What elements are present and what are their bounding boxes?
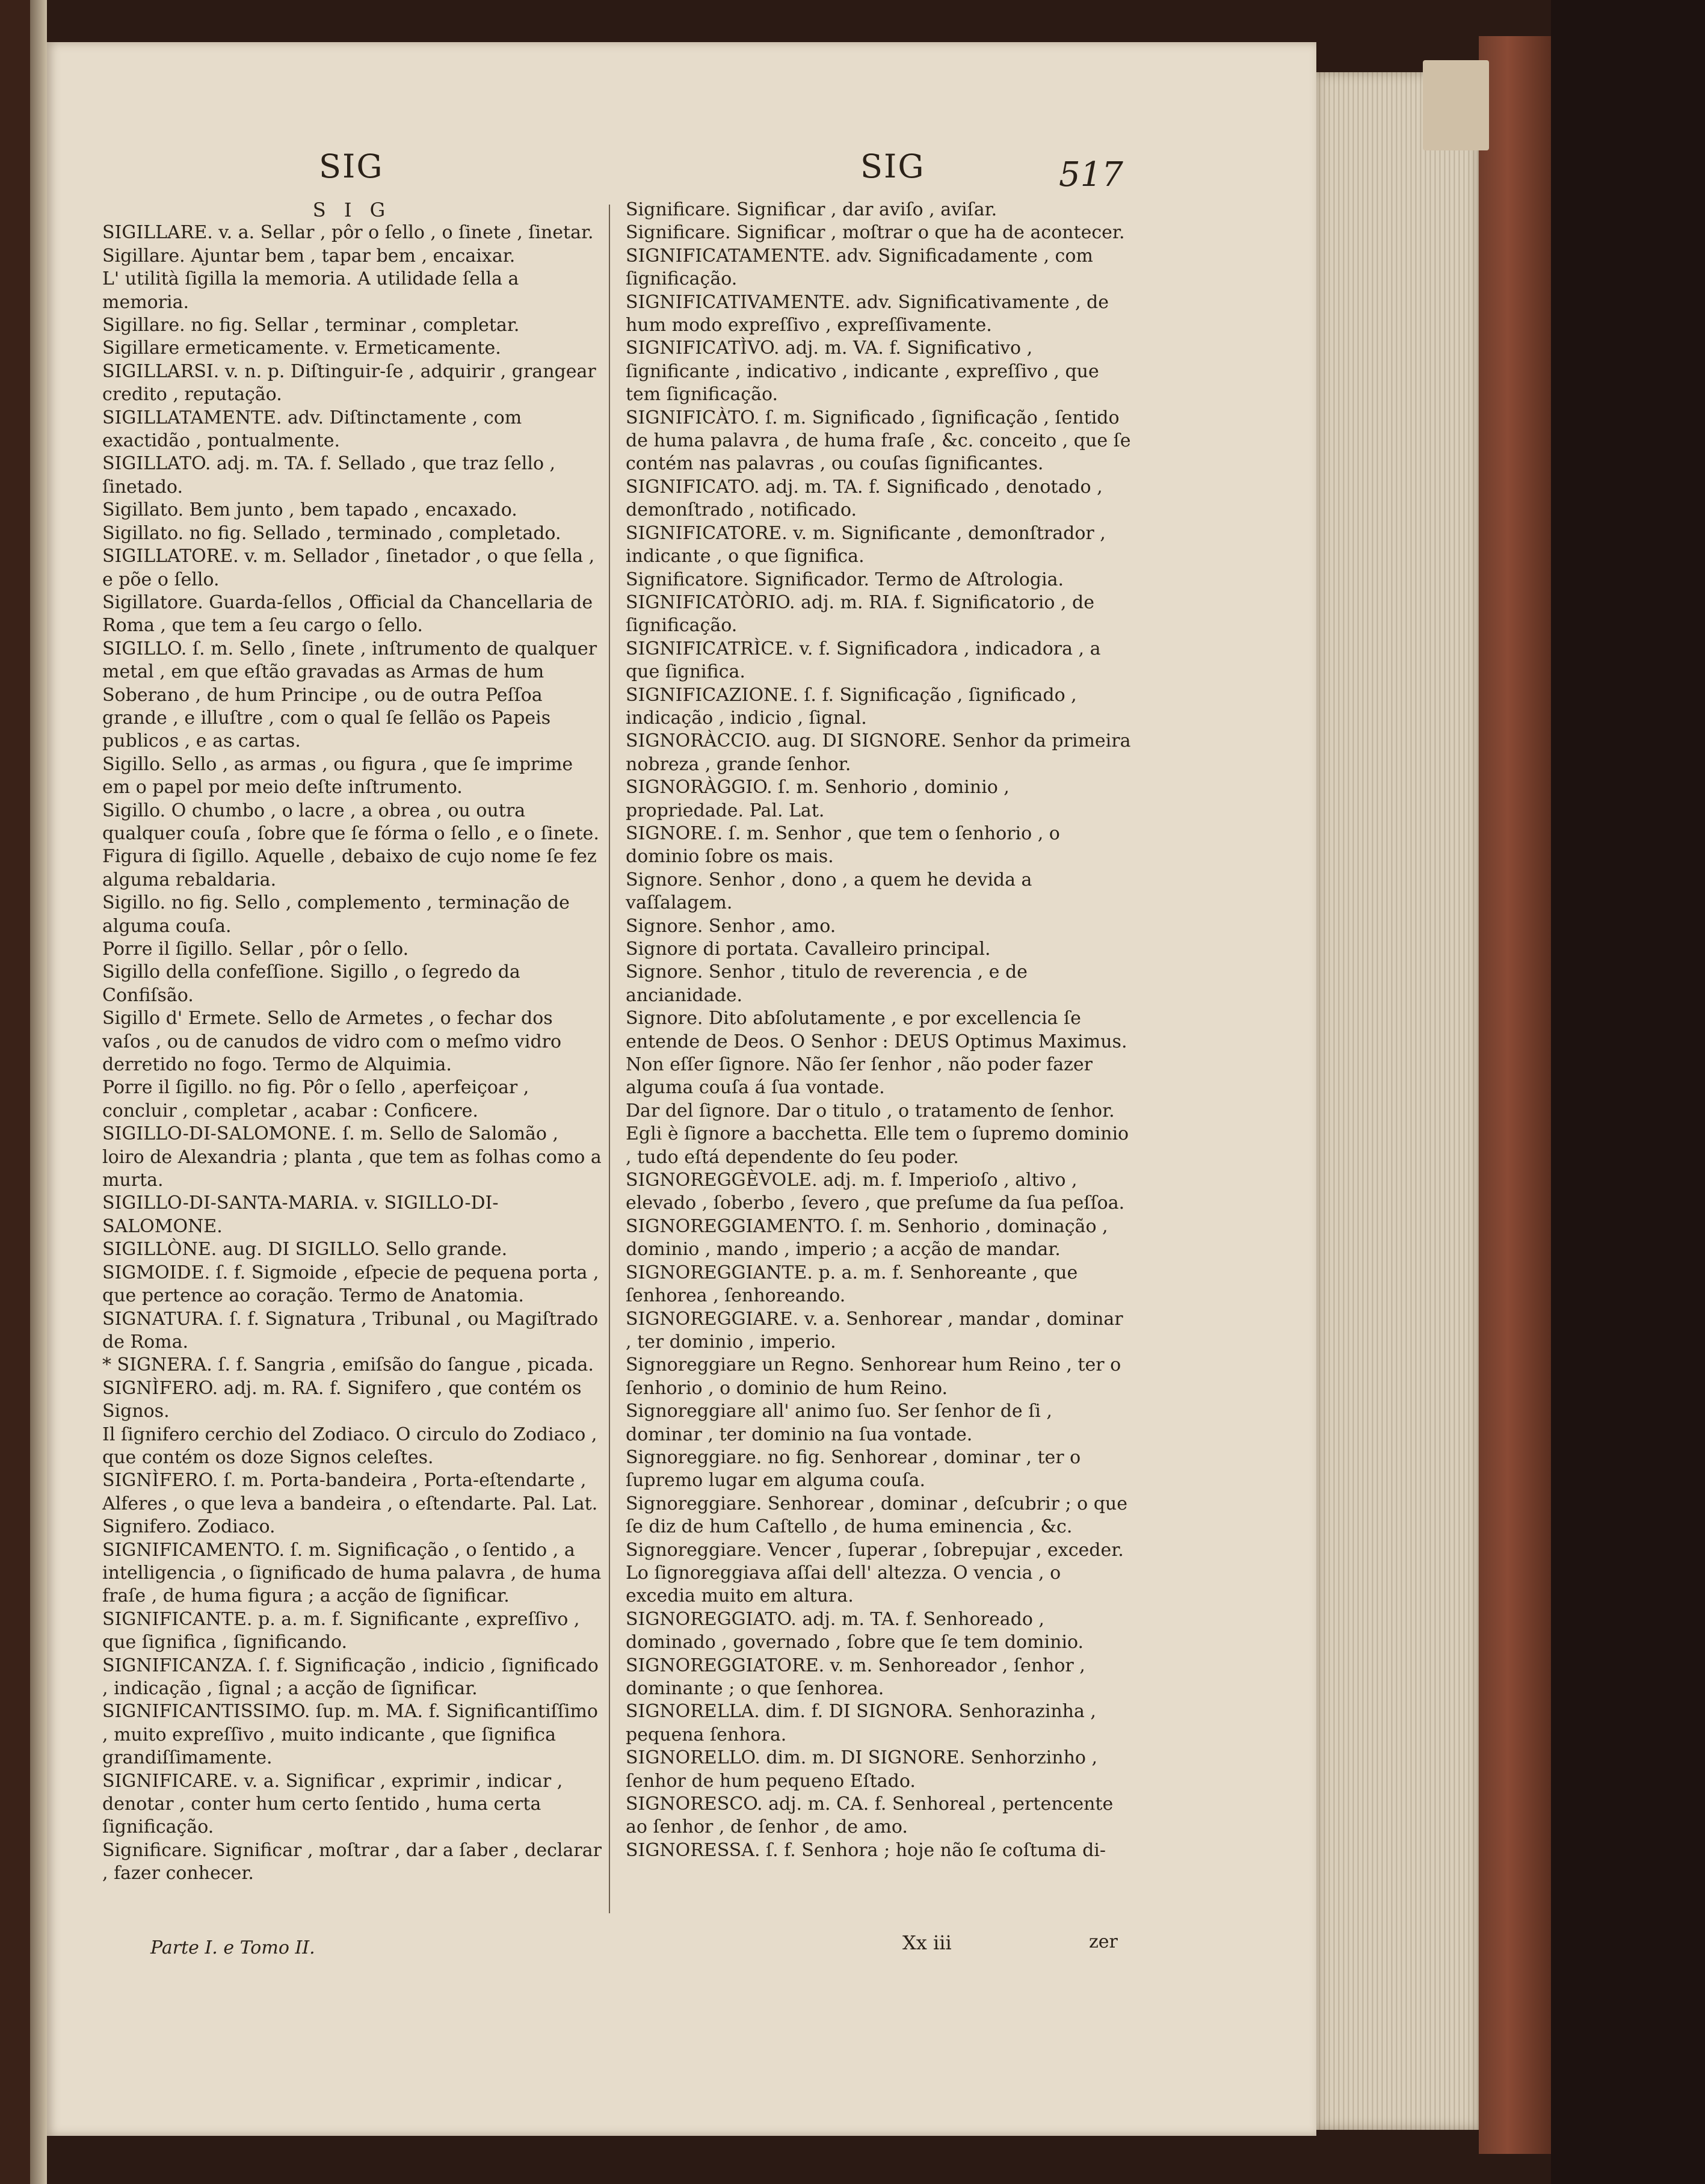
dictionary-entry: SIGNIFICATRÌCE. v. f. Significadora , indicadora , a que ſignifica. [626, 638, 1101, 683]
background [1551, 0, 1705, 2184]
dictionary-entry: Sigillo. O chumbo , o lacre , a obrea , ou outra qualquer couſa , ſobre que ſe fórma o ſello , e o ſinete. [102, 800, 599, 844]
dictionary-entry: SIGNOREGGIANTE. p. a. m. f. Senhoreante , que ſenhorea , ſenhoreando. [626, 1262, 1078, 1307]
dictionary-entry: SIGNOREGGIARE. v. a. Senhorear , mandar , dominar , ter dominio , imperio. [626, 1308, 1123, 1353]
page-fore-edge [1316, 72, 1479, 2130]
dictionary-entry: SIGILLO. ſ. m. Sello , ſinete , inſtrumento de qualquer metal , em que eſtão gravadas as Armas de hum Soberano , de hum Principe , ou de outra Peſſoa grande , e illuſtre , com o qual ſe ſellão os Papeis publicos , e as cartas. [102, 638, 597, 752]
dictionary-entry: Significare. Significar , dar aviſo , aviſar. [626, 199, 997, 220]
right-column [626, 199, 1131, 1862]
dictionary-entry: Signoreggiare. Vencer , ſuperar , ſobrepujar , exceder. [626, 1539, 1124, 1561]
dictionary-entry: Signore. Senhor , dono , a quem he devida a vaſſalagem. [626, 869, 1032, 914]
dictionary-entry: SIGMOIDE. ſ. f. Sigmoide , eſpecie de pequena porta , que pertence ao coração. Termo de Anatomia. [102, 1262, 599, 1307]
dictionary-entry: Sigillo. no fig. Sello , complemento , terminação de alguma couſa. [102, 892, 570, 937]
dictionary-entry: SIGNIFICANTE. p. a. m. f. Significante , expreſſivo , que ſignifica , ſignificando. [102, 1608, 580, 1653]
right-running-head: SIG [860, 147, 925, 185]
dictionary-entry: SIGNORÀCCIO. aug. DI SIGNORE. Senhor da primeira nobreza , grande ſenhor. [626, 730, 1131, 775]
dictionary-entry: SIGNIFICATO. adj. m. TA. f. Significado , denotado , demonſtrado , notificado. [626, 476, 1103, 521]
column-rule [609, 205, 610, 1913]
dictionary-entry: SIGNIFICÀTO. ſ. m. Significado , ſignificação , ſentido de huma palavra , de huma fraſe , &c. conceito , que ſe contém nas palavras , ou couſas ſignificantes. [626, 407, 1131, 475]
dictionary-entry: SIGNIFICAZIONE. ſ. f. Significação , ſignificado , indicação , indicio , ſignal. [626, 684, 1077, 729]
dictionary-entry: Sigillato. no fig. Sellado , terminado , completado. [102, 522, 561, 544]
dictionary-entry: Signifero. Zodiaco. [102, 1516, 276, 1538]
dictionary-entry: Dar del ſignore. Dar o titulo , o tratamento de ſenhor. [626, 1100, 1115, 1121]
dictionary-entry: Sigillatore. Guarda-ſellos , Official da Chancellaria de Roma , que tem a ſeu cargo o ſello. [102, 591, 593, 637]
dictionary-entry: SIGNIFICANTISSIMO. ſup. m. MA. f. Significantiſſimo , muito expreſſivo , muito indicante , que ſignifica grandiſſimamente. [102, 1701, 598, 1769]
dictionary-entry: SIGNORE. ſ. m. Senhor , que tem o ſenhorio , o dominio ſobre os mais. [626, 822, 1060, 868]
dictionary-entry: Signore. Senhor , titulo de reverencia , e de ancianidade. [626, 961, 1028, 1006]
dictionary-entry: SIGNATURA. ſ. f. Signatura , Tribunal , ou Magiſtrado de Roma. [102, 1308, 599, 1353]
dictionary-entry: Signoreggiare. no fig. Senhorear , dominar , ter o ſupremo lugar em alguma couſa. [626, 1446, 1081, 1491]
dictionary-entry: SIGNIFICATORE. v. m. Significante , demonſtrador , indicante , o que ſignifica. [626, 522, 1106, 567]
dictionary-entry: Non eſſer ſignore. Não ſer ſenhor , não poder fazer alguma couſa á ſua vontade. [626, 1054, 1093, 1099]
catchword: zer [1089, 1931, 1118, 1952]
dictionary-entry: SIGNIFICATÌVO. adj. m. VA. f. Significativo , ſignificante , indicativo , indicante , expreſſivo , que tem ſignificação. [626, 338, 1099, 406]
dictionary-entry: SIGNORELLA. dim. f. DI SIGNORA. Senhorazinha , pequena ſenhora. [626, 1701, 1096, 1745]
dictionary-entry: Signoreggiare all' animo ſuo. Ser ſenhor de ſi , dominar , ter dominio na ſua vontade. [626, 1401, 1052, 1445]
dictionary-entry: Il ſignifero cerchio del Zodiaco. O circulo do Zodiaco , que contém os doze Signos celeſtes. [102, 1424, 597, 1468]
dictionary-entry: SIGILLARE. v. a. Sellar , pôr o ſello , o ſinete , ſinetar. [102, 222, 594, 244]
book-cover-left [0, 0, 30, 2184]
dictionary-entry: SIGNORELLO. dim. m. DI SIGNORE. Senhorzinho , ſenhor de hum pequeno Eſtado. [626, 1747, 1098, 1792]
dictionary-entry: SIGNORÀGGIO. ſ. m. Senhorio , dominio , propriedade. Pal. Lat. [626, 777, 1010, 821]
dictionary-entry: SIGILLO-DI-SALOMONE. ſ. m. Sello de Salomão , loiro de Alexandria ; planta , que tem as folhas como a murta. [102, 1123, 602, 1191]
dictionary-entry: Sigillo d' Ermete. Sello de Armetes , o fechar dos vaſos , ou de canudos de vidro com o meſmo vidro derretido no fogo. Termo de Alquimia. [102, 1008, 562, 1076]
dictionary-entry: SIGILLARSI. v. n. p. Diſtinguir-ſe , adquirir , grangear credito , reputação. [102, 360, 596, 406]
dictionary-entry: SIGNIFICAMENTO. ſ. m. Significação , o ſentido , a intelligencia , o ſignificado de huma palavra , de huma fraſe , de huma figura ; a acção de ſignificar. [102, 1539, 602, 1607]
dictionary-entry: Figura di ſigillo. Aquelle , debaixo de cujo nome ſe fez alguma rebaldaria. [102, 846, 597, 890]
dictionary-entry: Sigillo. Sello , as armas , ou figura , que ſe imprime em o papel por meio deſte inſtrumento. [102, 753, 573, 798]
left-page-edge [30, 0, 47, 2184]
dictionary-entry: Signoreggiare. Senhorear , dominar , deſcubrir ; o que ſe diz de hum Caſtello , de huma eminencia , &c. [626, 1493, 1128, 1538]
dictionary-entry: Significatore. Significador. Termo de Aſtrologia. [626, 569, 1064, 590]
dictionary-entry: L' utilità ſigilla la memoria. A utilidade ſella a memoria. [102, 268, 519, 313]
dictionary-entry: Sigillare. Ajuntar bem , tapar bem , encaixar. [102, 245, 516, 267]
dictionary-entry: Signoreggiare un Regno. Senhorear hum Reino , ter o ſenhorio , o dominio de hum Reino. [626, 1354, 1121, 1399]
dictionary-entry: SIGNÌFERO. adj. m. RA. f. Signifero , que contém os Signos. [102, 1377, 582, 1422]
dictionary-entry: Significare. Significar , moſtrar , dar a ſaber , declarar , fazer conhecer. [102, 1839, 602, 1884]
page-number: 517 [1059, 155, 1123, 194]
dictionary-entry: Lo ſignoreggiava aſſai dell' altezza. O vencia , o excedia muito em altura. [626, 1562, 1061, 1607]
left-running-head: SIG [319, 147, 384, 185]
footer-volume: Parte I. e Tomo II. [150, 1937, 315, 1958]
dictionary-entry: Signore. Dito abſolutamente , e por excellencia ſe entende de Deos. O Senhor : DEUS Optimus Maximus. [626, 1008, 1127, 1052]
dictionary-entry: SIGNIFICATAMENTE. adv. Significadamente , com ſignificação. [626, 245, 1093, 290]
dictionary-entry: SIGNIFICATÒRIO. adj. m. RIA. f. Significatorio , de ſignificação. [626, 591, 1094, 637]
dictionary-entry: SIGNIFICANZA. ſ. f. Significação , indicio , ſignificado , indicação , ſignal ; a acção de ſignificar. [102, 1655, 599, 1699]
dictionary-entry: Signore. Senhor , amo. [626, 915, 836, 937]
dictionary-entry: SIGILLO-DI-SANTA-MARIA. v. SIGILLO-DI-SALOMONE. [102, 1192, 499, 1237]
dictionary-entry: SIGNORESCO. adj. m. CA. f. Senhoreal , pertencente ao ſenhor , de ſenhor , de amo. [626, 1794, 1114, 1838]
dictionary-entry: SIGNORESSA. ſ. f. Senhora ; hoje não ſe coſtuma di- [626, 1839, 1106, 1861]
dictionary-entry: Sigillare ermeticamente. v. Ermeticamente. [102, 338, 501, 359]
paper-tab [1423, 60, 1489, 150]
dictionary-entry: SIGNOREGGIAMENTO. ſ. m. Senhorio , dominação , dominio , mando , imperio ; a acção de mandar. [626, 1215, 1108, 1260]
dictionary-entry: Sigillo della confeſſione. Sigillo , o ſegredo da Confiſsão. [102, 961, 520, 1006]
dictionary-entry: SIGNOREGGIATO. adj. m. TA. f. Senhoreado , dominado , governado , ſobre que ſe tem dominio. [626, 1608, 1084, 1653]
dictionary-entry: Signore di portata. Cavalleiro principal. [626, 939, 991, 960]
dictionary-entry: Sigillare. no fig. Sellar , terminar , completar. [102, 315, 520, 336]
dictionary-entry: SIGILLATAMENTE. adv. Diſtinctamente , com exactidão , pontualmente. [102, 407, 522, 452]
book-spine [1479, 36, 1551, 2154]
dictionary-entry: Egli è ſignore a bacchetta. Elle tem o ſupremo dominio , tudo eſtá dependente do ſeu poder. [626, 1123, 1129, 1168]
dictionary-entry: SIGNOREGGIATORE. v. m. Senhoreador , ſenhor , dominante ; o que ſenhorea. [626, 1655, 1085, 1699]
dictionary-entry: SIGNOREGGÈVOLE. adj. m. f. Imperioſo , altivo , elevado , ſoberbo , ſevero , que preſume da ſua peſſoa. [626, 1170, 1125, 1214]
dictionary-entry: * SIGNERA. ſ. f. Sangria , emiſsão do ſangue , picada. [102, 1354, 594, 1376]
signature-mark: Xx iii [902, 1931, 952, 1954]
dictionary-entry: SIGNIFICATIVAMENTE. adv. Significativamente , de hum modo expreſſivo , expreſſivamente. [626, 291, 1109, 336]
left-column [102, 199, 602, 1886]
dictionary-entry: SIGILLÒNE. aug. DI SIGILLO. Sello grande. [102, 1239, 508, 1260]
dictionary-entry: SIGILLATO. adj. m. TA. f. Sellado , que traz ſello , ſinetado. [102, 453, 556, 498]
dictionary-entry: SIGNIFICARE. v. a. Significar , exprimir , indicar , denotar , conter hum certo ſentido , huma certa ſignificação. [102, 1770, 563, 1838]
dictionary-entry: Significare. Significar , moſtrar o que ha de acontecer. [626, 222, 1125, 244]
dictionary-entry: Porre il ſigillo. no fig. Pôr o ſello , aperfeiçoar , concluir , completar , acabar : Conficere. [102, 1077, 529, 1121]
dictionary-entry: SIGILLATORE. v. m. Sellador , ſinetador , o que ſella , e põe o ſello. [102, 546, 595, 590]
dictionary-entry: Sigillato. Bem junto , bem tapado , encaxado. [102, 499, 517, 521]
section-heading: S I G [312, 199, 392, 221]
dictionary-entry: SIGNÌFERO. ſ. m. Porta-bandeira , Porta-eſtendarte , Alferes , o que leva a bandeira , o eſtendarte. Pal. Lat. [102, 1470, 598, 1514]
dictionary-entry: Porre il ſigillo. Sellar , pôr o ſello. [102, 939, 409, 960]
